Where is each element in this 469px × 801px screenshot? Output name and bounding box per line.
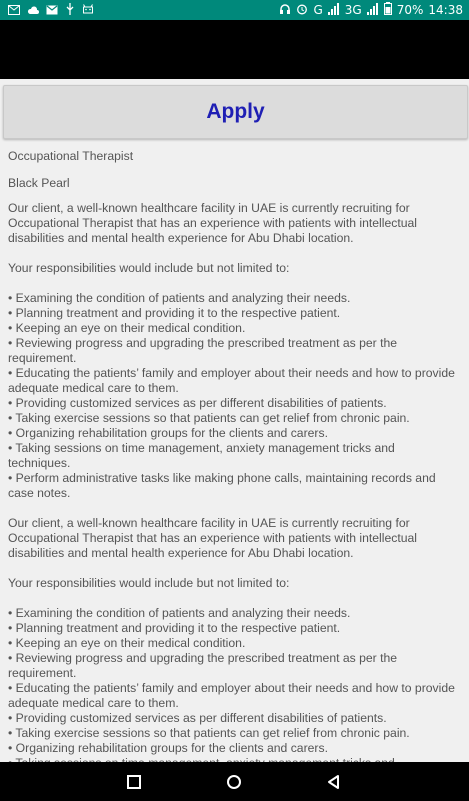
home-button[interactable] <box>222 770 246 794</box>
section-2-intro: Our client, a well-known healthcare facility in UAE is currently recruiting for Occupational Therapist that has an experience with patients with intellectual disabilities and mental health experience for Abu Dhabi location. <box>8 516 417 560</box>
usb-icon <box>65 3 75 18</box>
list-item: • Providing customized services as per different disabilities of patients. <box>8 396 387 410</box>
status-bar <box>0 0 469 20</box>
apply-button[interactable]: Apply <box>3 85 468 139</box>
section-2-resp-heading: Your responsibilities would include but not limited to: <box>8 576 290 590</box>
cloud-icon <box>27 4 39 18</box>
list-item: • Educating the patients’ family and employer about their needs and how to provide adequate medical care to them. <box>8 681 455 710</box>
recent-apps-button[interactable] <box>122 770 146 794</box>
network-type: 3G <box>344 3 362 17</box>
system-icons <box>279 2 463 18</box>
list-item: • Educating the patients’ family and employer about their needs and how to provide adequate medical care to them. <box>8 366 455 395</box>
list-item: • Planning treatment and providing it to the respective patient. <box>8 306 341 320</box>
list-item: • Planning treatment and providing it to the respective patient. <box>8 621 341 635</box>
home-icon <box>226 774 242 790</box>
list-item: • Organizing rehabilitation groups for the clients and carers. <box>8 741 328 755</box>
section-1-bullet-list <box>8 291 460 501</box>
job-description[interactable] <box>8 149 460 801</box>
list-item: • Organizing rehabilitation groups for the clients and carers. <box>8 426 328 440</box>
recent-apps-icon <box>127 775 141 789</box>
list-item: • Keeping an eye on their medical condition. <box>8 636 246 650</box>
list-item: • Keeping an eye on their medical condition. <box>8 321 246 335</box>
list-item: • Taking exercise sessions so that patients can get relief from chronic pain. <box>8 411 410 425</box>
signal-icon <box>328 3 340 18</box>
list-item: • Providing customized services as per different disabilities of patients. <box>8 711 387 725</box>
signal-icon-2 <box>367 3 379 18</box>
section-1-intro: Our client, a well-known healthcare facility in UAE is currently recruiting for Occupational Therapist that has an experience with patients with intellectual disabilities and mental health experience for Abu Dhabi location. <box>8 201 417 245</box>
android-icon <box>82 3 94 18</box>
app-bar-area <box>0 20 469 79</box>
carrier-letter: G <box>313 3 323 17</box>
battery-icon <box>384 2 392 18</box>
clock: 14:38 <box>428 3 463 17</box>
list-item: • Reviewing progress and upgrading the prescribed treatment as per the requirement. <box>8 336 398 365</box>
list-item: • Taking sessions on time management, anxiety management tricks and techniques. <box>8 441 395 470</box>
back-button[interactable] <box>322 770 346 794</box>
company-name: Black Pearl <box>8 176 70 190</box>
list-item: • Perform administrative tasks like making phone calls, maintaining records and case notes. <box>8 471 436 500</box>
email-icon <box>8 4 20 18</box>
notification-icons <box>8 3 94 18</box>
navigation-bar <box>0 762 469 800</box>
list-item: • Reviewing progress and upgrading the prescribed treatment as per the requirement. <box>8 651 398 680</box>
battery-percent: 70% <box>396 3 424 17</box>
list-item: • Examining the condition of patients and analyzing their needs. <box>8 291 351 305</box>
job-title: Occupational Therapist <box>8 149 134 163</box>
list-item: • Taking exercise sessions so that patients can get relief from chronic pain. <box>8 726 410 740</box>
list-item: • Examining the condition of patients and analyzing their needs. <box>8 606 351 620</box>
job-detail-screen[interactable] <box>0 79 469 762</box>
headset-icon <box>279 3 291 18</box>
alarm-icon <box>296 3 308 18</box>
section-1-resp-heading: Your responsibilities would include but not limited to: <box>8 261 290 275</box>
section-2-bullet-list <box>8 606 460 786</box>
back-icon <box>326 774 342 790</box>
gmail-icon <box>46 4 58 18</box>
